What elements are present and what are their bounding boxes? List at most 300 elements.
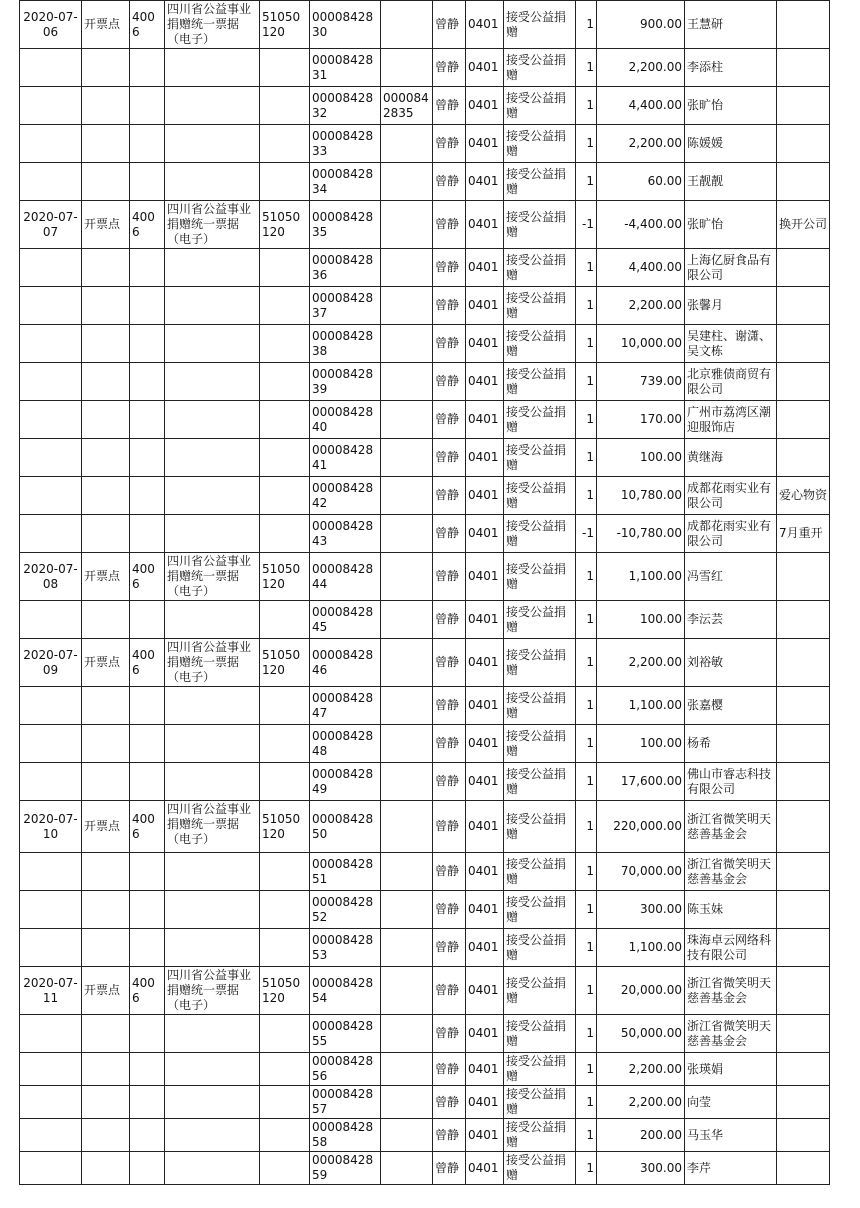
- remark-cell: [777, 363, 830, 401]
- category-code-cell: 0401: [466, 891, 504, 929]
- receipt-type-cell: [165, 477, 260, 515]
- code-cell: [130, 1015, 165, 1053]
- table-row: [20, 853, 830, 891]
- receipt-no-end-cell: [381, 553, 433, 601]
- amount-cell: 2,200.00: [597, 49, 685, 87]
- region-code-cell: [260, 725, 310, 763]
- receipt-type-cell: [165, 725, 260, 763]
- operator-cell: 曾静: [433, 515, 466, 553]
- table-row: [20, 687, 830, 725]
- receipt-no-cell: 0000842834: [310, 163, 381, 201]
- donor-name-cell: 张旷怡: [685, 201, 777, 249]
- quantity-cell: -1: [576, 201, 597, 249]
- amount-cell: 60.00: [597, 163, 685, 201]
- quantity-cell: 1: [576, 763, 597, 801]
- code-cell: [130, 125, 165, 163]
- quantity-cell: 1: [576, 967, 597, 1015]
- code-cell: 4006: [130, 801, 165, 853]
- receipt-no-cell: 0000842833: [310, 125, 381, 163]
- category-code-cell: 0401: [466, 249, 504, 287]
- table-row: [20, 763, 830, 801]
- receipt-no-cell: 0000842855: [310, 1015, 381, 1053]
- point-cell: [82, 87, 130, 125]
- remark-cell: [777, 763, 830, 801]
- receipt-no-cell: 0000842848: [310, 725, 381, 763]
- remark-cell: 爱心物资: [777, 477, 830, 515]
- remark-cell: [777, 639, 830, 687]
- point-cell: [82, 515, 130, 553]
- quantity-cell: 1: [576, 477, 597, 515]
- remark-cell: [777, 287, 830, 325]
- quantity-cell: -1: [576, 515, 597, 553]
- quantity-cell: 1: [576, 125, 597, 163]
- point-cell: [82, 1152, 130, 1185]
- amount-cell: 2,200.00: [597, 287, 685, 325]
- point-cell: 开票点: [82, 553, 130, 601]
- amount-cell: 300.00: [597, 891, 685, 929]
- item-cell: 接受公益捐赠: [504, 1, 576, 49]
- amount-cell: -4,400.00: [597, 201, 685, 249]
- quantity-cell: 1: [576, 891, 597, 929]
- receipt-type-cell: [165, 515, 260, 553]
- receipt-type-cell: [165, 125, 260, 163]
- receipt-type-cell: [165, 249, 260, 287]
- point-cell: [82, 1015, 130, 1053]
- category-code-cell: 0401: [466, 1119, 504, 1152]
- receipt-no-end-cell: [381, 325, 433, 363]
- table-row: [20, 801, 830, 853]
- category-code-cell: 0401: [466, 601, 504, 639]
- region-code-cell: 51050120: [260, 801, 310, 853]
- region-code-cell: 51050120: [260, 967, 310, 1015]
- donor-name-cell: 李沄芸: [685, 601, 777, 639]
- donor-name-cell: 冯雪红: [685, 553, 777, 601]
- region-code-cell: 51050120: [260, 201, 310, 249]
- receipt-no-cell: 0000842853: [310, 929, 381, 967]
- category-code-cell: 0401: [466, 287, 504, 325]
- amount-cell: 4,400.00: [597, 87, 685, 125]
- point-cell: 开票点: [82, 967, 130, 1015]
- amount-cell: 17,600.00: [597, 763, 685, 801]
- region-code-cell: [260, 687, 310, 725]
- remark-cell: [777, 1119, 830, 1152]
- table-row: [20, 929, 830, 967]
- code-cell: [130, 401, 165, 439]
- receipt-no-cell: 0000842846: [310, 639, 381, 687]
- point-cell: [82, 601, 130, 639]
- date-cell: 2020-07-09: [20, 639, 82, 687]
- receipt-no-cell: 0000842842: [310, 477, 381, 515]
- operator-cell: 曾静: [433, 553, 466, 601]
- remark-cell: [777, 1, 830, 49]
- remark-cell: [777, 325, 830, 363]
- item-cell: 接受公益捐赠: [504, 1119, 576, 1152]
- item-cell: 接受公益捐赠: [504, 763, 576, 801]
- operator-cell: 曾静: [433, 201, 466, 249]
- region-code-cell: [260, 929, 310, 967]
- amount-cell: 50,000.00: [597, 1015, 685, 1053]
- table-row: [20, 891, 830, 929]
- receipt-no-cell: 0000842830: [310, 1, 381, 49]
- remark-cell: [777, 1053, 830, 1086]
- region-code-cell: 51050120: [260, 553, 310, 601]
- donor-name-cell: 张瑛娟: [685, 1053, 777, 1086]
- point-cell: 开票点: [82, 201, 130, 249]
- region-code-cell: [260, 439, 310, 477]
- operator-cell: 曾静: [433, 163, 466, 201]
- receipt-type-cell: [165, 1152, 260, 1185]
- amount-cell: 170.00: [597, 401, 685, 439]
- table-row: [20, 1015, 830, 1053]
- receipt-type-cell: 四川省公益事业捐赠统一票据（电子）: [165, 639, 260, 687]
- code-cell: [130, 725, 165, 763]
- item-cell: 接受公益捐赠: [504, 553, 576, 601]
- code-cell: 4006: [130, 1, 165, 49]
- quantity-cell: 1: [576, 363, 597, 401]
- operator-cell: 曾静: [433, 601, 466, 639]
- quantity-cell: 1: [576, 249, 597, 287]
- item-cell: 接受公益捐赠: [504, 401, 576, 439]
- receipt-no-cell: 0000842836: [310, 249, 381, 287]
- remark-cell: [777, 929, 830, 967]
- item-cell: 接受公益捐赠: [504, 801, 576, 853]
- region-code-cell: [260, 515, 310, 553]
- table-row: [20, 163, 830, 201]
- receipt-type-cell: [165, 687, 260, 725]
- receipt-no-cell: 0000842843: [310, 515, 381, 553]
- amount-cell: 1,100.00: [597, 929, 685, 967]
- code-cell: [130, 249, 165, 287]
- receipt-type-cell: 四川省公益事业捐赠统一票据（电子）: [165, 967, 260, 1015]
- item-cell: 接受公益捐赠: [504, 929, 576, 967]
- item-cell: 接受公益捐赠: [504, 163, 576, 201]
- item-cell: 接受公益捐赠: [504, 1152, 576, 1185]
- amount-cell: 2,200.00: [597, 1086, 685, 1119]
- code-cell: 4006: [130, 639, 165, 687]
- region-code-cell: [260, 163, 310, 201]
- item-cell: 接受公益捐赠: [504, 515, 576, 553]
- receipt-no-cell: 0000842859: [310, 1152, 381, 1185]
- quantity-cell: 1: [576, 1086, 597, 1119]
- quantity-cell: 1: [576, 325, 597, 363]
- code-cell: 4006: [130, 553, 165, 601]
- table-row: [20, 477, 830, 515]
- receipt-type-cell: [165, 363, 260, 401]
- code-cell: [130, 1152, 165, 1185]
- receipt-no-cell: 0000842856: [310, 1053, 381, 1086]
- donor-name-cell: 张旷怡: [685, 87, 777, 125]
- operator-cell: 曾静: [433, 1152, 466, 1185]
- table-row: [20, 1119, 830, 1152]
- item-cell: 接受公益捐赠: [504, 287, 576, 325]
- receipt-no-end-cell: [381, 601, 433, 639]
- receipt-no-cell: 0000842838: [310, 325, 381, 363]
- amount-cell: 1,100.00: [597, 687, 685, 725]
- date-cell: [20, 853, 82, 891]
- quantity-cell: 1: [576, 801, 597, 853]
- code-cell: [130, 477, 165, 515]
- amount-cell: 100.00: [597, 725, 685, 763]
- receipt-no-end-cell: [381, 249, 433, 287]
- item-cell: 接受公益捐赠: [504, 1015, 576, 1053]
- point-cell: [82, 929, 130, 967]
- donor-name-cell: 陈媛媛: [685, 125, 777, 163]
- category-code-cell: 0401: [466, 853, 504, 891]
- quantity-cell: 1: [576, 49, 597, 87]
- receipt-type-cell: [165, 1015, 260, 1053]
- category-code-cell: 0401: [466, 1053, 504, 1086]
- receipt-no-end-cell: [381, 163, 433, 201]
- operator-cell: 曾静: [433, 325, 466, 363]
- donor-name-cell: 王靓靓: [685, 163, 777, 201]
- region-code-cell: [260, 1119, 310, 1152]
- category-code-cell: 0401: [466, 1152, 504, 1185]
- donor-name-cell: 张馨月: [685, 287, 777, 325]
- point-cell: [82, 439, 130, 477]
- date-cell: [20, 515, 82, 553]
- operator-cell: 曾静: [433, 967, 466, 1015]
- category-code-cell: 0401: [466, 725, 504, 763]
- region-code-cell: [260, 1015, 310, 1053]
- receipt-no-cell: 0000842851: [310, 853, 381, 891]
- code-cell: [130, 163, 165, 201]
- category-code-cell: 0401: [466, 1, 504, 49]
- code-cell: 4006: [130, 967, 165, 1015]
- category-code-cell: 0401: [466, 125, 504, 163]
- table-row: [20, 49, 830, 87]
- table-row: [20, 1053, 830, 1086]
- receipt-type-cell: [165, 1053, 260, 1086]
- date-cell: [20, 687, 82, 725]
- table-row: [20, 401, 830, 439]
- operator-cell: 曾静: [433, 49, 466, 87]
- operator-cell: 曾静: [433, 639, 466, 687]
- code-cell: [130, 929, 165, 967]
- receipt-no-end-cell: [381, 891, 433, 929]
- code-cell: 4006: [130, 201, 165, 249]
- remark-cell: [777, 967, 830, 1015]
- table-row: [20, 553, 830, 601]
- operator-cell: 曾静: [433, 439, 466, 477]
- date-cell: [20, 87, 82, 125]
- region-code-cell: 51050120: [260, 639, 310, 687]
- receipt-type-cell: [165, 287, 260, 325]
- donor-name-cell: 佛山市睿志科技有限公司: [685, 763, 777, 801]
- donor-name-cell: 上海亿厨食品有限公司: [685, 249, 777, 287]
- receipt-no-cell: 0000842837: [310, 287, 381, 325]
- operator-cell: 曾静: [433, 891, 466, 929]
- category-code-cell: 0401: [466, 639, 504, 687]
- receipt-no-end-cell: [381, 853, 433, 891]
- code-cell: [130, 891, 165, 929]
- receipt-no-end-cell: [381, 639, 433, 687]
- receipt-type-cell: [165, 439, 260, 477]
- region-code-cell: [260, 49, 310, 87]
- amount-cell: 220,000.00: [597, 801, 685, 853]
- receipt-no-end-cell: [381, 401, 433, 439]
- category-code-cell: 0401: [466, 515, 504, 553]
- code-cell: [130, 515, 165, 553]
- receipt-type-cell: 四川省公益事业捐赠统一票据（电子）: [165, 201, 260, 249]
- receipt-type-cell: 四川省公益事业捐赠统一票据（电子）: [165, 801, 260, 853]
- quantity-cell: 1: [576, 687, 597, 725]
- code-cell: [130, 763, 165, 801]
- donor-name-cell: 浙江省微笑明天慈善基金会: [685, 967, 777, 1015]
- category-code-cell: 0401: [466, 553, 504, 601]
- amount-cell: 70,000.00: [597, 853, 685, 891]
- date-cell: 2020-07-10: [20, 801, 82, 853]
- region-code-cell: [260, 601, 310, 639]
- point-cell: [82, 1119, 130, 1152]
- category-code-cell: 0401: [466, 477, 504, 515]
- receipt-no-end-cell: [381, 725, 433, 763]
- table-row: [20, 363, 830, 401]
- quantity-cell: 1: [576, 163, 597, 201]
- code-cell: [130, 1086, 165, 1119]
- table-row: [20, 1152, 830, 1185]
- date-cell: [20, 125, 82, 163]
- ledger-rows: [20, 1, 830, 1185]
- amount-cell: 900.00: [597, 1, 685, 49]
- receipt-no-end-cell: [381, 1086, 433, 1119]
- operator-cell: 曾静: [433, 125, 466, 163]
- code-cell: [130, 287, 165, 325]
- item-cell: 接受公益捐赠: [504, 967, 576, 1015]
- category-code-cell: 0401: [466, 87, 504, 125]
- donor-name-cell: 北京雅债商贸有限公司: [685, 363, 777, 401]
- date-cell: [20, 1152, 82, 1185]
- receipt-no-end-cell: [381, 477, 433, 515]
- date-cell: [20, 163, 82, 201]
- donor-name-cell: 黄继海: [685, 439, 777, 477]
- date-cell: [20, 325, 82, 363]
- remark-cell: [777, 687, 830, 725]
- code-cell: [130, 853, 165, 891]
- quantity-cell: 1: [576, 1119, 597, 1152]
- amount-cell: 200.00: [597, 1119, 685, 1152]
- table-row: [20, 125, 830, 163]
- operator-cell: 曾静: [433, 401, 466, 439]
- operator-cell: 曾静: [433, 1015, 466, 1053]
- operator-cell: 曾静: [433, 287, 466, 325]
- receipt-no-cell: 0000842849: [310, 763, 381, 801]
- point-cell: [82, 1086, 130, 1119]
- receipt-no-cell: 0000842857: [310, 1086, 381, 1119]
- donor-name-cell: 陈玉妹: [685, 891, 777, 929]
- receipt-no-end-cell: [381, 201, 433, 249]
- date-cell: [20, 363, 82, 401]
- table-row: [20, 515, 830, 553]
- item-cell: 接受公益捐赠: [504, 201, 576, 249]
- amount-cell: 100.00: [597, 439, 685, 477]
- amount-cell: 2,200.00: [597, 125, 685, 163]
- receipt-no-cell: 0000842840: [310, 401, 381, 439]
- date-cell: 2020-07-08: [20, 553, 82, 601]
- receipt-no-cell: 0000842831: [310, 49, 381, 87]
- operator-cell: 曾静: [433, 87, 466, 125]
- receipt-type-cell: 四川省公益事业捐赠统一票据（电子）: [165, 1, 260, 49]
- category-code-cell: 0401: [466, 325, 504, 363]
- code-cell: [130, 1053, 165, 1086]
- quantity-cell: 1: [576, 1, 597, 49]
- operator-cell: 曾静: [433, 1119, 466, 1152]
- region-code-cell: [260, 763, 310, 801]
- donor-name-cell: 成都花雨实业有限公司: [685, 477, 777, 515]
- operator-cell: 曾静: [433, 929, 466, 967]
- amount-cell: 10,000.00: [597, 325, 685, 363]
- receipt-no-cell: 0000842835: [310, 201, 381, 249]
- donor-name-cell: 张嘉樱: [685, 687, 777, 725]
- donor-name-cell: 李芹: [685, 1152, 777, 1185]
- receipt-no-end-cell: [381, 363, 433, 401]
- item-cell: 接受公益捐赠: [504, 325, 576, 363]
- point-cell: [82, 325, 130, 363]
- amount-cell: 100.00: [597, 601, 685, 639]
- point-cell: [82, 891, 130, 929]
- donor-name-cell: 珠海卓云网络科技有限公司: [685, 929, 777, 967]
- donor-name-cell: 杨希: [685, 725, 777, 763]
- receipt-no-cell: 0000842847: [310, 687, 381, 725]
- item-cell: 接受公益捐赠: [504, 687, 576, 725]
- region-code-cell: [260, 363, 310, 401]
- operator-cell: 曾静: [433, 1086, 466, 1119]
- receipt-type-cell: [165, 853, 260, 891]
- remark-cell: [777, 1152, 830, 1185]
- table-row: [20, 601, 830, 639]
- category-code-cell: 0401: [466, 1086, 504, 1119]
- amount-cell: 300.00: [597, 1152, 685, 1185]
- quantity-cell: 1: [576, 439, 597, 477]
- receipt-no-cell: 0000842850: [310, 801, 381, 853]
- category-code-cell: 0401: [466, 763, 504, 801]
- point-cell: 开票点: [82, 801, 130, 853]
- remark-cell: 7月重开: [777, 515, 830, 553]
- point-cell: 开票点: [82, 1, 130, 49]
- donor-name-cell: 广州市荔湾区潮迎服饰店: [685, 401, 777, 439]
- quantity-cell: 1: [576, 601, 597, 639]
- item-cell: 接受公益捐赠: [504, 49, 576, 87]
- date-cell: 2020-07-11: [20, 967, 82, 1015]
- quantity-cell: 1: [576, 1053, 597, 1086]
- donor-name-cell: 王慧研: [685, 1, 777, 49]
- region-code-cell: [260, 87, 310, 125]
- receipt-type-cell: [165, 891, 260, 929]
- date-cell: [20, 891, 82, 929]
- receipt-no-cell: 0000842841: [310, 439, 381, 477]
- quantity-cell: 1: [576, 1015, 597, 1053]
- receipt-no-end-cell: [381, 687, 433, 725]
- quantity-cell: 1: [576, 401, 597, 439]
- region-code-cell: [260, 401, 310, 439]
- receipt-type-cell: 四川省公益事业捐赠统一票据（电子）: [165, 553, 260, 601]
- item-cell: 接受公益捐赠: [504, 1086, 576, 1119]
- item-cell: 接受公益捐赠: [504, 125, 576, 163]
- receipt-no-cell: 0000842844: [310, 553, 381, 601]
- donation-receipt-ledger: [19, 0, 830, 1185]
- region-code-cell: [260, 891, 310, 929]
- remark-cell: [777, 249, 830, 287]
- remark-cell: [777, 163, 830, 201]
- item-cell: 接受公益捐赠: [504, 439, 576, 477]
- receipt-no-end-cell: [381, 515, 433, 553]
- table-row: [20, 1, 830, 49]
- receipt-type-cell: [165, 401, 260, 439]
- table-row: [20, 249, 830, 287]
- quantity-cell: 1: [576, 853, 597, 891]
- amount-cell: 1,100.00: [597, 553, 685, 601]
- amount-cell: 20,000.00: [597, 967, 685, 1015]
- donor-name-cell: 李添柱: [685, 49, 777, 87]
